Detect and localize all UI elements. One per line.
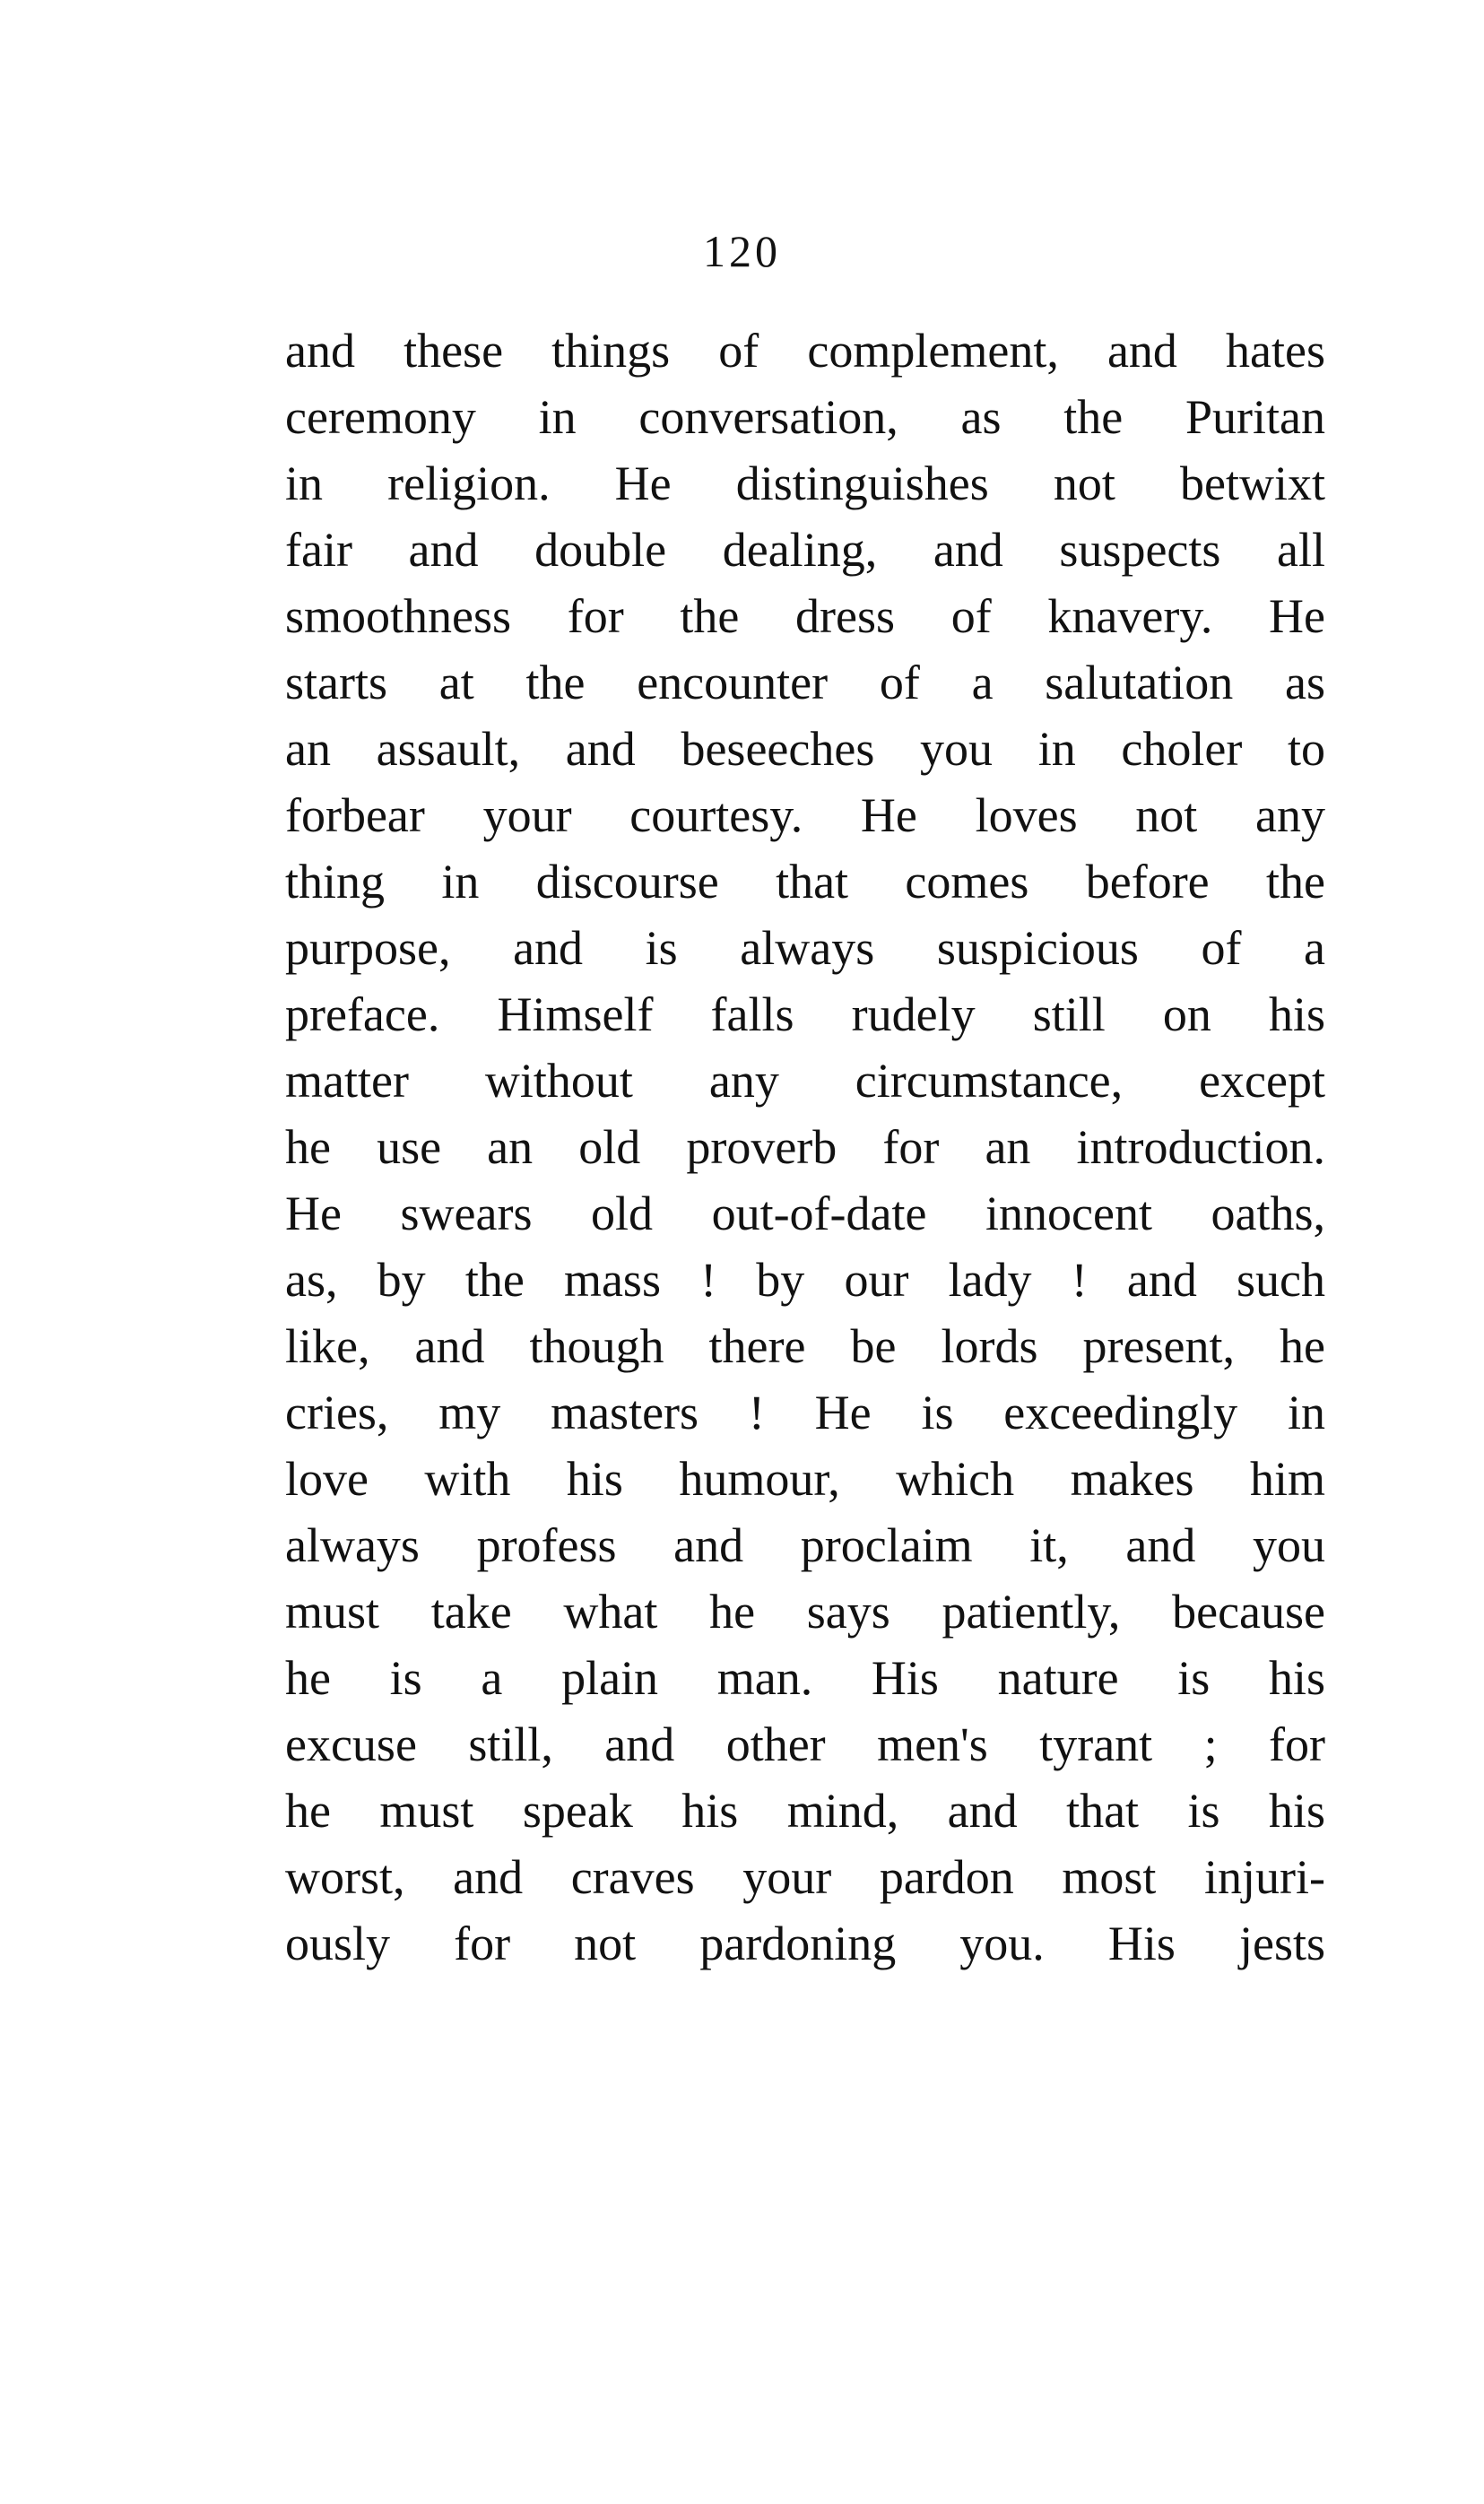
text-line: always profess and proclaim it, and you — [285, 1518, 1325, 1572]
text-line: worst, and craves your pardon most injuri- — [285, 1850, 1325, 1904]
text-line: purpose, and is always suspicious of a — [285, 921, 1325, 975]
text-line: smoothness for the dress of knavery. He — [285, 589, 1325, 643]
text-line: an assault, and beseeches you in choler to — [285, 722, 1325, 776]
body-text — [285, 317, 1325, 1977]
text-line: matter without any circumstance, except — [285, 1054, 1325, 1108]
text-line: and these things of complement, and hates — [285, 324, 1325, 378]
text-line: excuse still, and other men's tyrant ; for — [285, 1717, 1325, 1771]
text-line: thing in discourse that comes before the — [285, 855, 1325, 909]
text-line: forbear your courtesy. He loves not any — [285, 788, 1325, 842]
text-line: preface. Himself falls rudely still on his — [285, 987, 1325, 1041]
text-line: he use an old proverb for an introduction. — [285, 1120, 1325, 1174]
text-line: cries, my masters ! He is exceedingly in — [285, 1386, 1325, 1439]
text-line: ously for not pardoning you. His jests — [285, 1917, 1325, 1970]
text-line: he is a plain man. His nature is his — [285, 1651, 1325, 1705]
text-line: love with his humour, which makes him — [285, 1452, 1325, 1506]
text-line: must take what he says patiently, because — [285, 1585, 1325, 1639]
text-line: fair and double dealing, and suspects all — [285, 523, 1325, 577]
page-number: 120 — [703, 226, 781, 276]
text-line: ceremony in conversation, as the Puritan — [285, 390, 1325, 444]
text-line: starts at the encounter of a salutation as — [285, 656, 1325, 709]
text-line: as, by the mass ! by our lady ! and such — [285, 1253, 1325, 1307]
text-line: in religion. He distinguishes not betwixt — [285, 456, 1325, 510]
text-line: He swears old out-of-date innocent oaths, — [285, 1187, 1325, 1240]
text-line: like, and though there be lords present, he — [285, 1319, 1325, 1373]
text-line: he must speak his mind, and that is his — [285, 1784, 1325, 1838]
